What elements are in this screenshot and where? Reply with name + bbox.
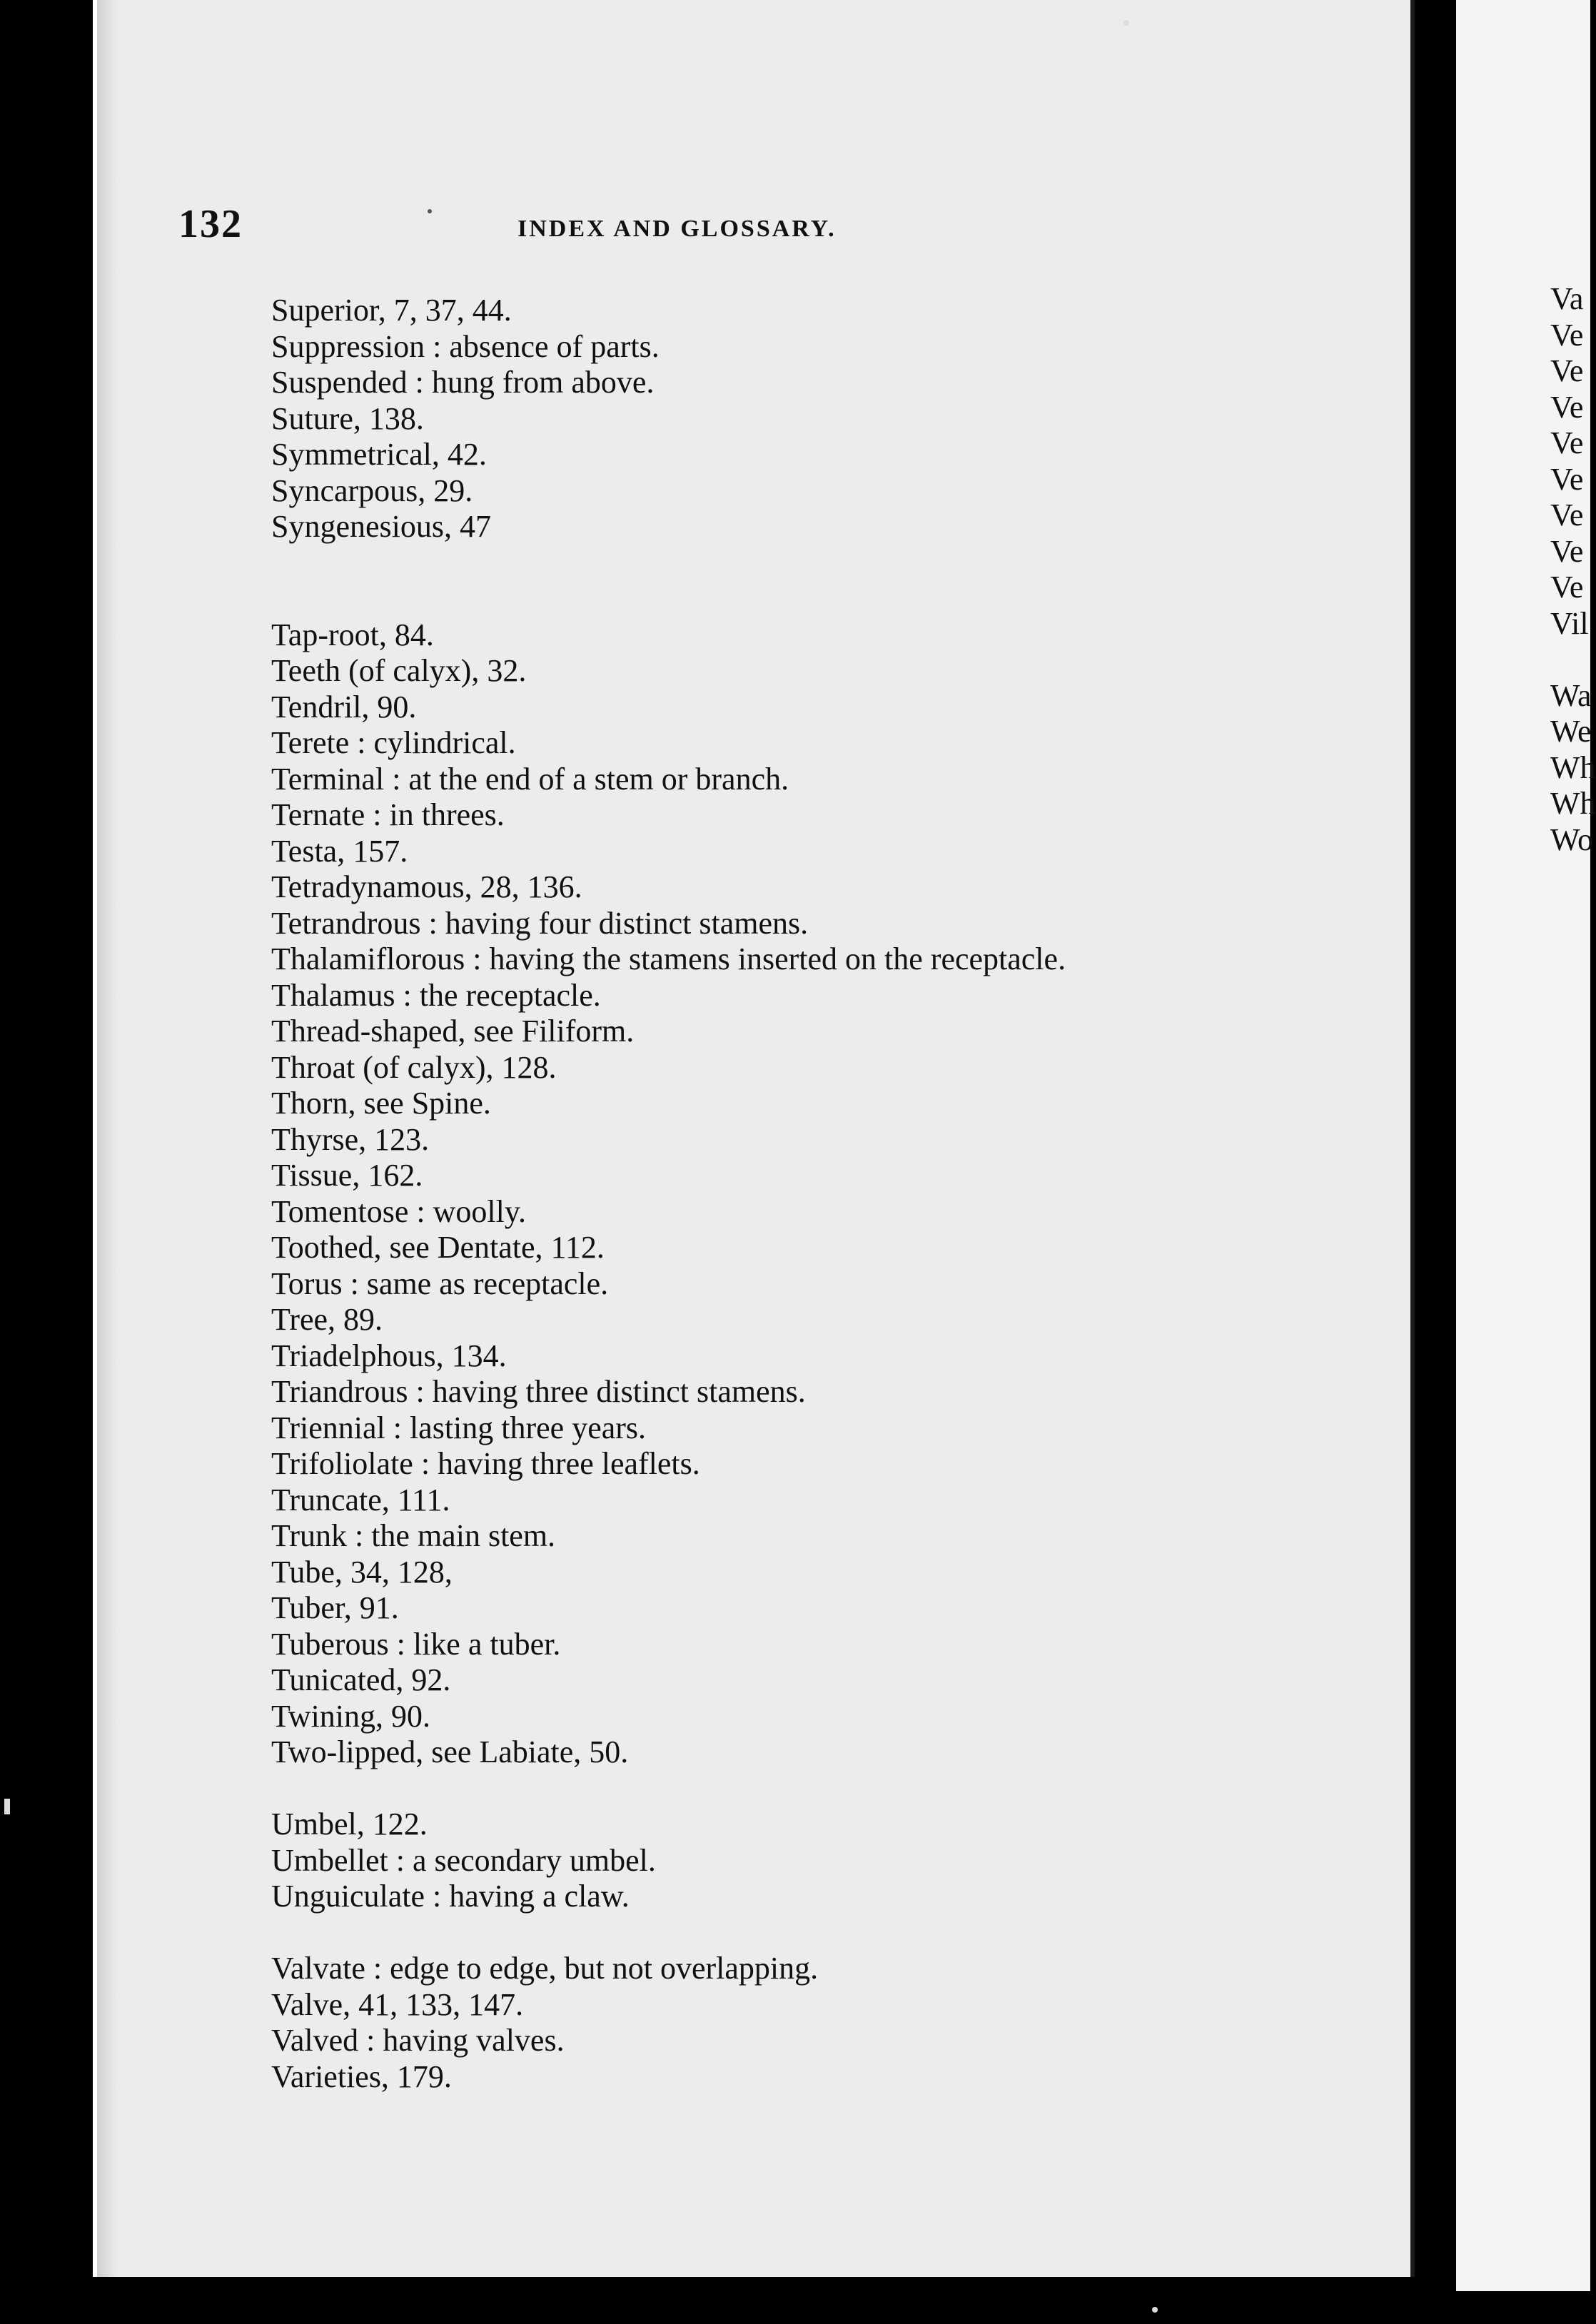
glossary-entry: Triennial : lasting three years.: [271, 1410, 647, 1445]
glossary-entry: Thorn, see Spine.: [271, 1086, 491, 1121]
glossary-entry: Two-lipped, see Labiate, 50.: [271, 1734, 629, 1769]
glossary-entry: Trunk : the main stem.: [271, 1518, 556, 1553]
glossary-entry: Tunicated, 92.: [271, 1662, 451, 1697]
glossary-entry: Syncarpous, 29.: [271, 473, 473, 508]
glossary-entry: Teeth (of calyx), 32.: [271, 653, 527, 688]
glossary-entry: Tetradynamous, 28, 136.: [271, 869, 582, 904]
glossary-entry: Unguiculate : having a claw.: [271, 1879, 630, 1914]
facing-entry-fragment: Ve: [1550, 353, 1584, 388]
facing-entry-fragment: Wh: [1550, 749, 1596, 785]
glossary-entry: Umbellet : a secondary umbel.: [271, 1842, 656, 1878]
facing-entry-fragment: Va: [1550, 281, 1584, 316]
running-head: INDEX AND GLOSSARY.: [517, 216, 837, 242]
facing-entry-fragment: Ve: [1550, 533, 1584, 569]
glossary-entry: Twining, 90.: [271, 1698, 431, 1734]
glossary-entry: Terminal : at the end of a stem or branch.: [271, 761, 789, 797]
facing-entry-fragment: Wh: [1550, 786, 1596, 821]
glossary-entry: Tube, 34, 128,: [271, 1554, 453, 1590]
scan-speck: [1152, 2307, 1158, 2313]
glossary-entry: Tissue, 162.: [271, 1158, 423, 1193]
glossary-entry: Varieties, 179.: [271, 2058, 452, 2094]
glossary-entry: Trifoliolate : having three leaflets.: [271, 1446, 700, 1481]
scan-speck: [1123, 20, 1129, 26]
glossary-entry: Tendril, 90.: [271, 689, 417, 724]
glossary-entry: Tuberous : like a tuber.: [271, 1626, 561, 1662]
facing-entry-fragment: Wo: [1550, 822, 1594, 857]
glossary-entry: Tomentose : woolly.: [271, 1193, 527, 1229]
glossary-entry: Umbel, 122.: [271, 1807, 428, 1841]
glossary-entry: Syngenesious, 47: [271, 509, 491, 544]
glossary-entry: Truncate, 111.: [271, 1482, 450, 1517]
glossary-entry: Valve, 41, 133, 147.: [271, 1986, 524, 2022]
glossary-entry: Tetrandrous : having four distinct stamens.: [271, 905, 809, 941]
facing-entry-fragment: Ve: [1550, 497, 1584, 532]
glossary-entry: Valved : having valves.: [271, 2023, 565, 2058]
facing-entry-fragment: Ve: [1550, 317, 1584, 353]
facing-entry-fragment: Ve: [1550, 570, 1584, 605]
glossary-entry: Tap-root, 84.: [271, 617, 434, 652]
glossary-entry: Testa, 157.: [271, 833, 408, 869]
glossary-entry: Torus : same as receptacle.: [271, 1265, 609, 1301]
glossary-entry: Valvate : edge to edge, but not overlapping.: [271, 1951, 819, 1986]
facing-entry-fragment: Ve: [1550, 461, 1584, 497]
page-number: 132: [178, 202, 243, 246]
facing-entry-fragment: We: [1550, 714, 1592, 749]
scan-speck: [4, 1799, 10, 1814]
glossary-entry: Ternate : in threes.: [271, 797, 505, 832]
facing-entry-fragment: Vil: [1550, 605, 1589, 641]
facing-entry-fragment: Ve: [1550, 389, 1584, 425]
glossary-entry: Suspended : hung from above.: [271, 365, 655, 400]
glossary-entry: Thalamiflorous : having the stamens inserted on the receptacle.: [271, 941, 1066, 976]
glossary-entry: Suppression : absence of parts.: [271, 328, 660, 364]
glossary-entry: Symmetrical, 42.: [271, 437, 487, 472]
glossary-entry: Terete : cylindrical.: [271, 725, 516, 760]
glossary-entry: Superior, 7, 37, 44.: [271, 293, 512, 328]
glossary-entry: Suture, 138.: [271, 400, 424, 436]
glossary-entry: Thread-shaped, see Filiform.: [271, 1014, 635, 1049]
facing-entry-fragment: Ve: [1550, 425, 1584, 460]
glossary-entry: Thalamus : the receptacle.: [271, 977, 601, 1013]
glossary-entry: Tuber, 91.: [271, 1590, 399, 1625]
glossary-entry: Triandrous : having three distinct stamens.: [271, 1374, 806, 1409]
facing-entry-fragment: Wa: [1550, 677, 1592, 713]
scan-speck: [428, 209, 432, 213]
glossary-entry: Tree, 89.: [271, 1302, 383, 1337]
glossary-entry: Throat (of calyx), 128.: [271, 1049, 557, 1085]
glossary-entry: Triadelphous, 134.: [271, 1338, 507, 1373]
glossary-entry: Toothed, see Dentate, 112.: [271, 1230, 605, 1265]
glossary-entry: Thyrse, 123.: [271, 1121, 430, 1157]
